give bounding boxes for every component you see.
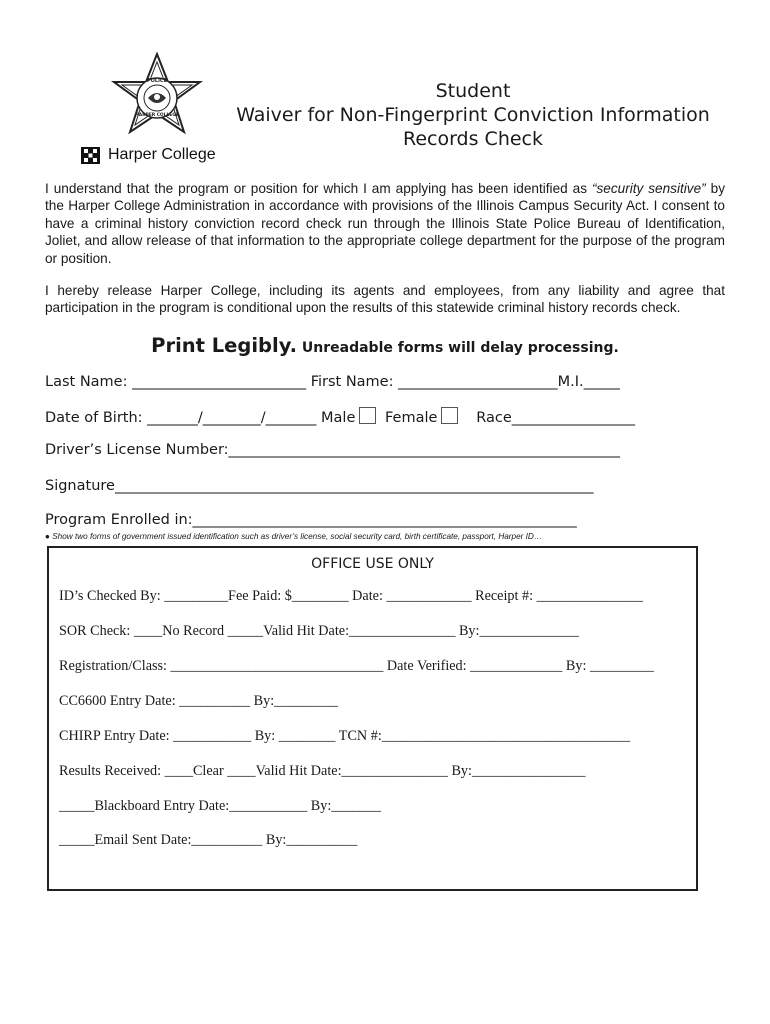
- brand-name: Harper College: [108, 146, 216, 163]
- id-requirement-note: ● Show two forms of government issued identification such as driver’s license, social security card, birth certificate, passport, Harper ID…: [45, 532, 543, 541]
- office-use-box: [47, 546, 698, 891]
- dob-field[interactable]: Date of Birth: _______/________/_______ Male: [45, 410, 356, 426]
- office-row-registration[interactable]: Registration/Class: ______________________________ Date Verified: _____________ By: _________: [59, 658, 654, 674]
- title-line-3: Records Check: [402, 128, 544, 150]
- male-checkbox[interactable]: [359, 407, 376, 424]
- office-row-results[interactable]: Results Received: ____Clear ____Valid Hit Date:_______________ By:________________: [59, 763, 586, 779]
- harper-logo-icon: [81, 147, 100, 164]
- name-fields[interactable]: Last Name: ________________________ First Name: ______________________M.I._____: [45, 374, 620, 390]
- office-row-cc6600[interactable]: CC6600 Entry Date: __________ By:_________: [59, 693, 339, 709]
- signature-field[interactable]: Signature__________________________________________________________________: [45, 478, 594, 494]
- harper-college-brand: [81, 146, 216, 164]
- female-label: Female: [385, 410, 438, 426]
- race-field[interactable]: Race_________________: [476, 410, 636, 426]
- dob-gender-race-row: [45, 407, 635, 426]
- seal-text-bottom: HARPER COLLEGE: [135, 113, 179, 118]
- title-line-1: Student: [435, 80, 511, 102]
- office-row-id-check[interactable]: ID’s Checked By: _________Fee Paid: $________ Date: ____________ Receipt #: _______________: [59, 588, 643, 604]
- print-legibly-heading: Print Legibly. Unreadable forms will delay processing.: [151, 334, 619, 357]
- release-paragraph: I hereby release Harper College, including its agents and employees, from any liability and agree that participation in the program is conditional upon the results of this statewide criminal history records check.: [45, 283, 725, 316]
- office-use-title: OFFICE USE ONLY: [311, 556, 434, 572]
- office-row-blackboard[interactable]: _____Blackboard Entry Date:___________ By:_______: [59, 798, 381, 814]
- title-line-2: Waiver for Non-Fingerprint Conviction Information: [236, 104, 710, 126]
- office-row-email[interactable]: _____Email Sent Date:__________ By:__________: [59, 832, 358, 848]
- office-row-sor-check[interactable]: SOR Check: ____No Record _____Valid Hit Date:_______________ By:______________: [59, 623, 579, 639]
- seal-text-top: POLICE: [146, 78, 168, 84]
- consent-paragraph: I understand that the program or position for which I am applying has been identified as “security sensitive” by the Harper College Administration in accordance with provisions of the Illinois Campus Security Act. I consent to have a criminal history conviction record check run through the Illinois State Police Bureau of Identification, Joliet, and allow release of that information to the appropriate college department for the purpose of the program or position.: [45, 181, 725, 266]
- drivers-license-field[interactable]: Driver’s License Number:______________________________________________________: [45, 442, 621, 458]
- female-checkbox[interactable]: [441, 407, 458, 424]
- program-enrolled-field[interactable]: Program Enrolled in:_____________________________________________________: [45, 512, 577, 528]
- police-seal-logo: [104, 52, 210, 146]
- office-row-chirp[interactable]: CHIRP Entry Date: ___________ By: ________ TCN #:___________________________________: [59, 728, 631, 744]
